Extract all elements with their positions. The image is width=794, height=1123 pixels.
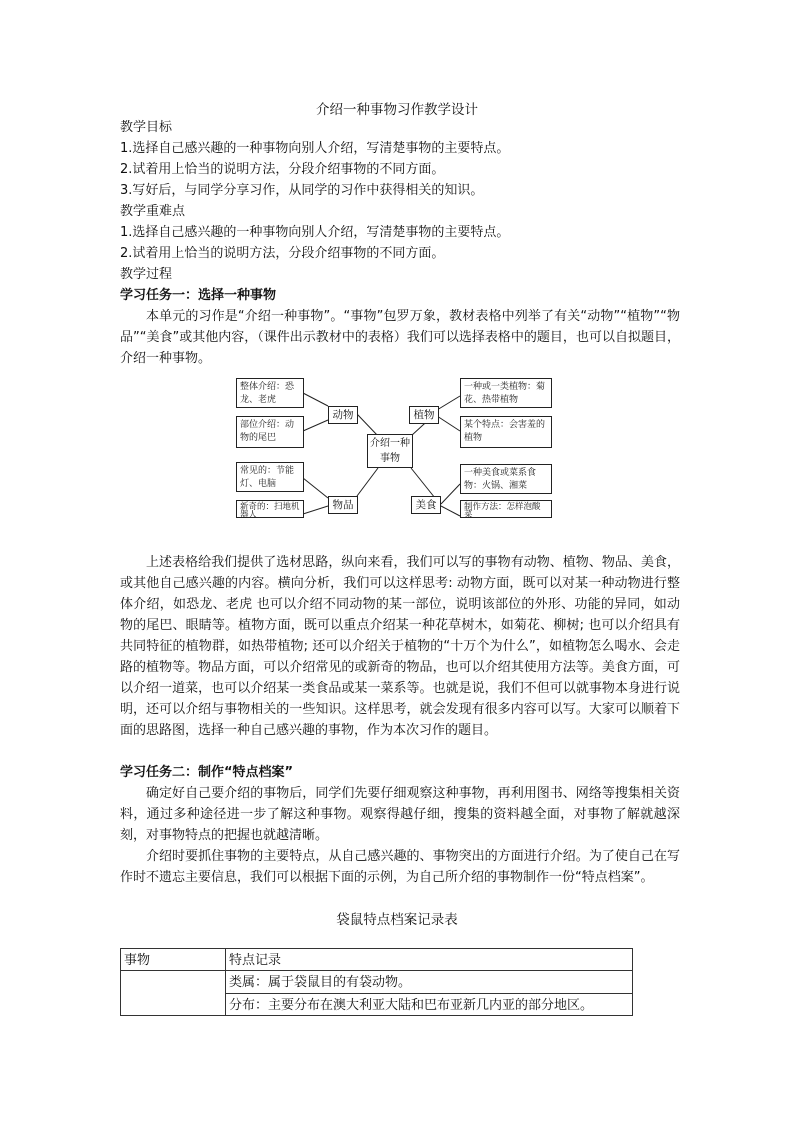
center-node: 介绍一种事物 bbox=[367, 434, 413, 468]
animal-box-whole: 整体介绍：恐龙、老虎 bbox=[236, 378, 304, 408]
task1-heading: 学习任务一：选择一种事物 bbox=[120, 288, 277, 303]
table-header-cell: 特点记录 bbox=[226, 949, 633, 971]
table-row bbox=[121, 971, 633, 994]
category-animal: 动物 bbox=[328, 406, 358, 424]
animal-box-part: 部位介绍：动物的尾巴 bbox=[236, 416, 304, 448]
page-title: 介绍一种事物习作教学设计 bbox=[316, 102, 478, 118]
category-plant: 植物 bbox=[409, 406, 439, 424]
plant-box-kind: 一种或一类植物：菊花、热带植物 bbox=[460, 378, 552, 408]
record-table-caption: 袋鼠特点档案记录表 bbox=[336, 912, 458, 928]
objective-item-1: 1.选择自己感兴趣的一种事物向别人介绍，写清楚事物的主要特点。 bbox=[120, 141, 510, 156]
objectives-heading: 教学目标 bbox=[120, 120, 173, 135]
food-box-cuisine: 一种美食或菜系食物：火锅、湘菜 bbox=[460, 464, 552, 494]
plant-box-feature: 某个特点：会害羞的植物 bbox=[460, 416, 552, 448]
key-point-item-2: 2.试着用上恰当的说明方法，分段介绍事物的不同方面。 bbox=[120, 246, 445, 261]
objective-item-3: 3.写好后，与同学分享习作，从同学的习作中获得相关的知识。 bbox=[120, 183, 484, 198]
objective-item-2: 2.试着用上恰当的说明方法，分段介绍事物的不同方面。 bbox=[120, 162, 445, 177]
key-points-heading: 教学重难点 bbox=[120, 204, 186, 219]
task2-heading: 学习任务二：制作“特点档案” bbox=[120, 765, 294, 780]
item-box-novel: 新奇的：扫地机器人 bbox=[236, 500, 304, 518]
key-point-item-1: 1.选择自己感兴趣的一种事物向别人介绍，写清楚事物的主要特点。 bbox=[120, 225, 510, 240]
table-cell: 分布：主要分布在澳大利亚大陆和巴布亚新几内亚的部分地区。 bbox=[226, 993, 633, 1016]
task1-paragraph-2: 上述表格给我们提供了选材思路，纵向来看，我们可以写的事物有动物、植物、物品、美食，或其他自己感兴趣的内容。横向分析，我们可以这样思考: 动物方面，既可以对某一种动物进行整体介绍，如恐龙、老虎 也可以介绍不同动物的某一部位，说明该部位的外形、功能的异同，如动物的尾巴、眼睛等。植物方面，既可以重点介绍某一种花草树木，如菊花、柳树; 也可以介绍具有共同特征的植物群，如热带植物; 还可以介绍关于植物的“十万个为什么”，如植物怎么喝水、会走路的植物等。物品方面，可以介绍常见的或新奇的物品，也可以介绍其使用方法等。美食方面，可以介绍一道菜，也可以介绍某一类食品或某一菜系等。也就是说，我们不但可以就事物本身进行说明，还可以介绍与事物相关的一些知识。这样思考，就会发现有很多内容可以写。大家可以顺着下面的思路图，选择一种自己感兴趣的事物，作为本次习作的题目。 bbox=[120, 555, 680, 738]
table-cell: 类属：属于袋鼠目的有袋动物。 bbox=[226, 971, 633, 994]
process-heading: 教学过程 bbox=[120, 267, 173, 282]
food-box-method: 制作方法：怎样泡酸菜 bbox=[460, 500, 552, 518]
topic-mind-map bbox=[236, 376, 554, 518]
table-cell-empty bbox=[121, 971, 226, 1016]
category-food: 美食 bbox=[411, 496, 441, 514]
record-table bbox=[120, 948, 633, 1016]
item-box-common: 常见的：节能灯、电脑 bbox=[236, 462, 304, 492]
table-row bbox=[121, 949, 633, 971]
category-item: 物品 bbox=[328, 496, 358, 514]
task1-paragraph-1: 本单元的习作是“介绍一种事物”。“事物”包罗万象，教材表格中列举了有关“动物”“植物”“物品”“美食”或其他内容，（课件出示教材中的表格）我们可以选择表格中的题目，也可以自拟题目，介绍一种事物。 bbox=[120, 309, 680, 366]
task2-paragraph-1: 确定好自己要介绍的事物后，同学们先要仔细观察这种事物，再利用图书、网络等搜集相关资料，通过多种途径进一步了解这种事物。观察得越仔细，搜集的资料越全面，对事物了解就越深刻，对事物特点的把握也就越清晰。 bbox=[120, 786, 680, 843]
task2-paragraph-2: 介绍时要抓住事物的主要特点，从自己感兴趣的、事物突出的方面进行介绍。为了使自己在写作时不遗忘主要信息，我们可以根据下面的示例，为自己所介绍的事物制作一份“特点档案”。 bbox=[120, 849, 680, 885]
table-header-cell: 事物 bbox=[121, 949, 226, 971]
